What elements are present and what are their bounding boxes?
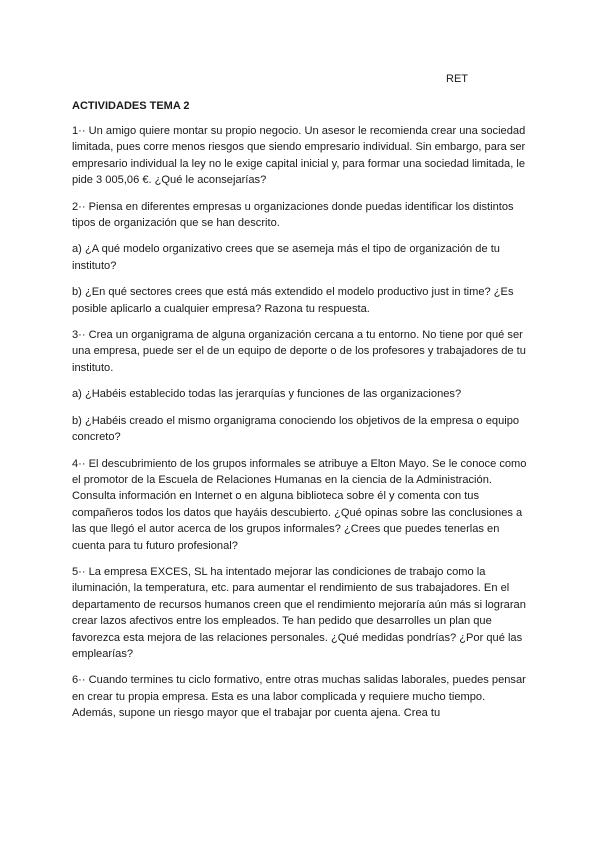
paragraph-activity-3b: b) ¿Habéis creado el mismo organigrama conociendo los objetivos de la empresa o equipo concreto? bbox=[72, 414, 520, 444]
paragraph-activity-1: 1·· Un amigo quiere montar su propio negocio. Un asesor le recomienda crear una sociedad limitada, pues corre menos riesgos que siendo empresario individual. Sin embargo, para ser empresario individual la ley no le exige capital inicial y, para formar una sociedad limitada, le pide 3 005,06 €. ¿Qué le aconsejarías? bbox=[72, 125, 526, 187]
header-ret-label: RET bbox=[446, 73, 468, 85]
paragraph-activity-4: 4·· El descubrimiento de los grupos informales se atribuye a Elton Mayo. Se le conoce como el promotor de la Escuela de Relaciones Humanas en la ciencia de la Administración. Consulta información en Internet o en alguna biblioteca sobre él y comenta con tus compañeros todos los datos que hayáis descubierto. ¿Qué opinas sobre las conclusiones a las que llegó el autor acerca de los grupos informales? ¿Crees que puedes tenerlas en cuenta para tu futuro profesional? bbox=[72, 457, 527, 552]
paragraph-activity-2b: b) ¿En qué sectores crees que está más extendido el modelo productivo just in time? ¿Es posible aplicarlo a cualquier empresa? Razona tu respuesta. bbox=[72, 286, 514, 315]
paragraph-activity-2a: a) ¿A qué modelo organizativo crees que se asemeja más el tipo de organización de tu instituto? bbox=[72, 243, 500, 272]
paragraph-activity-3a: a) ¿Habéis establecido todas las jerarquías y funciones de las organizaciones? bbox=[72, 388, 462, 401]
paragraph-activity-6: 6·· Cuando termines tu ciclo formativo, entre otras muchas salidas laborales, puedes pensar en crear tu propia empresa. Esta es una labor complicada y requiere mucho tiempo. Además, supone un riesgo mayor que el trabajar por cuenta ajena. Crea tu bbox=[72, 674, 526, 720]
paragraph-activity-2: 2·· Piensa en diferentes empresas u organizaciones donde puedas identificar los distintos tipos de organización que se han descrito. bbox=[72, 200, 514, 230]
paragraph-activity-5: 5·· La empresa EXCES, SL ha intentado mejorar las condiciones de trabajo como la iluminación, la temperatura, etc. para aumentar el rendimiento de sus trabajadores. En el departamento de recursos humanos creen que el rendimiento mejoraría aún más si lograran crear lazos afectivos entre los empleados. Te han pedido que desarrolles un plan que favorezca esta mejora de las relaciones personales. ¿Qué medidas pondrías? ¿Por qué las emplearías? bbox=[72, 565, 526, 660]
document-body bbox=[72, 99, 530, 732]
paragraph-activity-3: 3·· Crea un organigrama de alguna organización cercana a tu entorno. No tiene por qué ser una empresa, puede ser el de un equipo de deporte o de los profesores y trabajadores de tu instituto. bbox=[72, 329, 526, 374]
document-title: ACTIVIDADES TEMA 2 bbox=[72, 100, 190, 112]
